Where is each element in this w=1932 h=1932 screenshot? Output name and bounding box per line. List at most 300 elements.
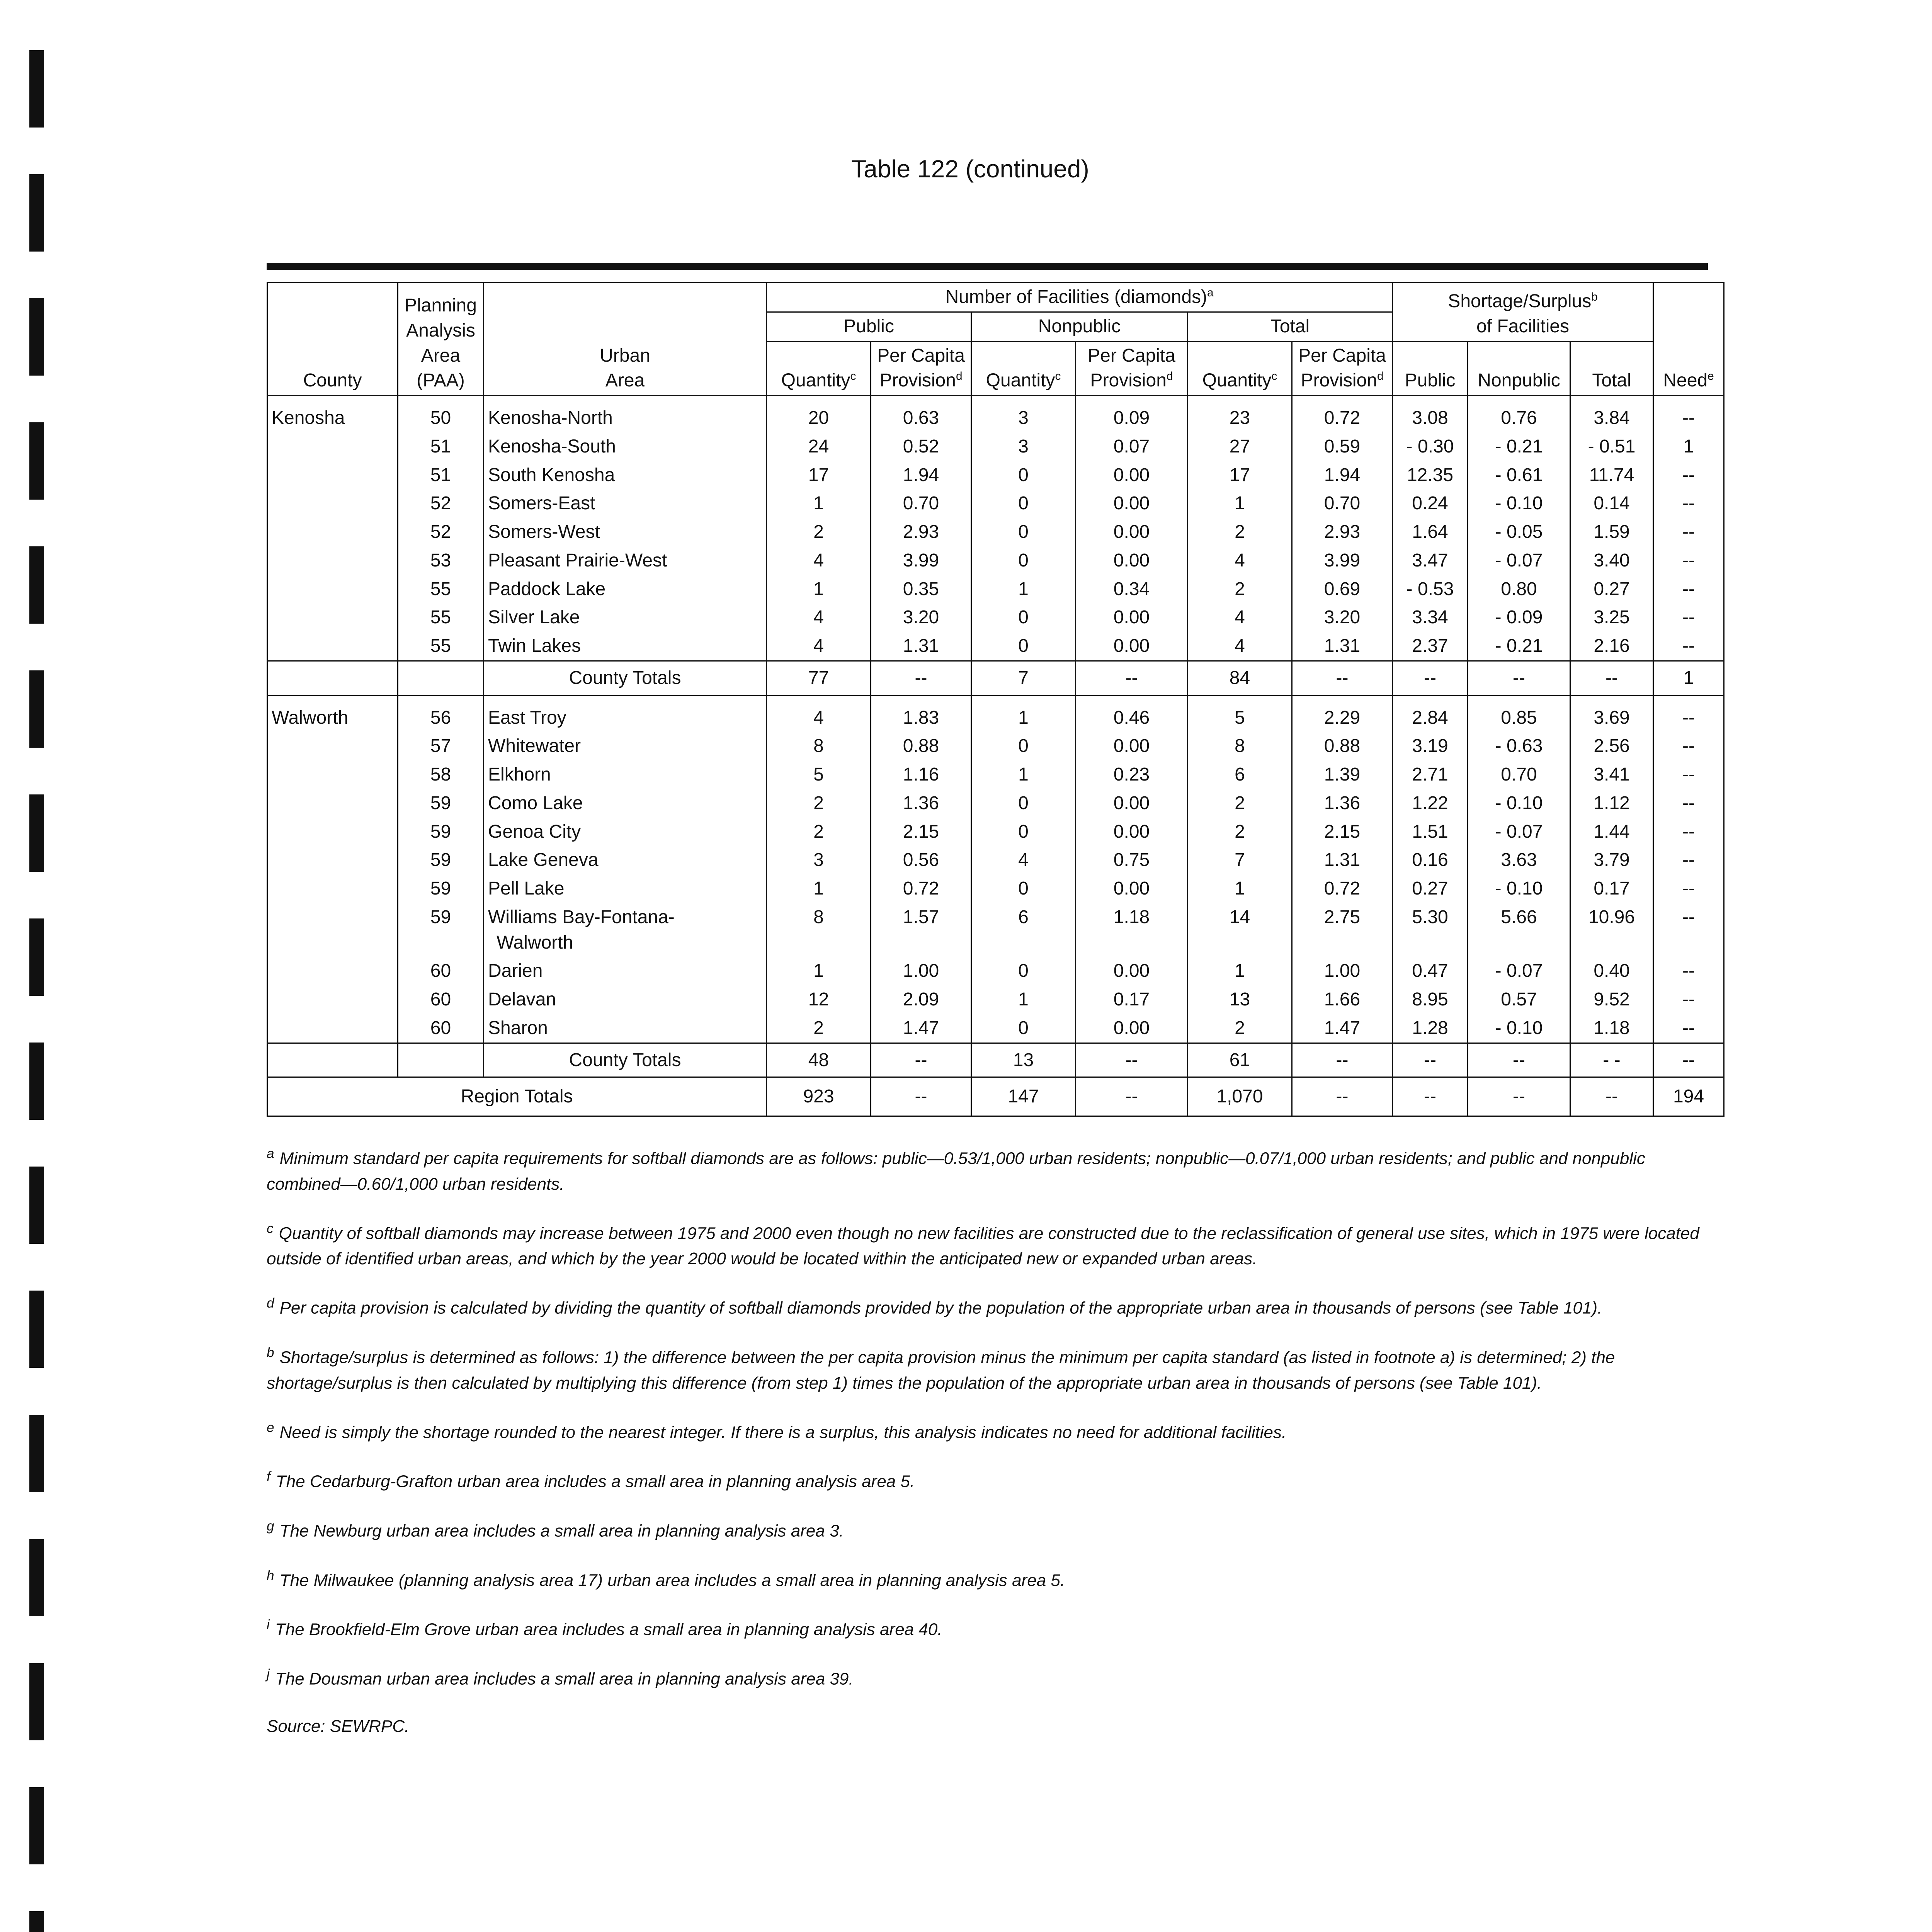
- header-county: County: [267, 283, 398, 396]
- value-cell-st: 3.40: [1570, 546, 1653, 575]
- header-total-per-capita: Per Capita Provision$^d$: [1292, 341, 1393, 396]
- county-totals-label: County Totals: [484, 1043, 767, 1077]
- paa-cell: 57: [398, 732, 484, 760]
- value-cell-nq: 0: [971, 489, 1076, 518]
- value-cell-pq: 8: [767, 732, 871, 760]
- header-total-quantity: Quantity$^c$: [1188, 341, 1292, 396]
- header-need: Need$^e$: [1653, 283, 1724, 396]
- binder-mark: [29, 422, 44, 500]
- footnote-mark: j: [267, 1666, 270, 1682]
- binder-marks: [23, 50, 50, 1932]
- value-cell-nq: 0: [971, 789, 1076, 818]
- footnote-mark: f: [267, 1469, 270, 1485]
- value-cell-np: 0.17: [1076, 985, 1188, 1014]
- value-cell-tp: 1.36: [1292, 789, 1393, 818]
- urban-area-name: Delavan: [488, 989, 556, 1010]
- region-cell-pp: --: [871, 1077, 971, 1116]
- value-cell-pq: 2: [767, 1014, 871, 1043]
- region-cell-pq: 923: [767, 1077, 871, 1116]
- value-cell-tq: 5: [1188, 695, 1292, 732]
- value-cell-need: --: [1653, 903, 1724, 957]
- value-cell-st: - 0.51: [1570, 432, 1653, 461]
- urban-area-cell: [484, 632, 767, 661]
- urban-area-name: Pleasant Prairie-West: [488, 550, 667, 571]
- region-cell-tq: 1,070: [1188, 1077, 1292, 1116]
- table-row: [267, 546, 1724, 575]
- footnote-text: Need is simply the shortage rounded to the nearest integer. If there is a surplus, this analysis indicates no need for additional facilities.: [279, 1423, 1287, 1442]
- value-cell-tp: 3.99: [1292, 546, 1393, 575]
- table-row: [267, 461, 1724, 490]
- table-row: [267, 1014, 1724, 1043]
- value-cell-nq: 0: [971, 546, 1076, 575]
- value-cell-pq: 8: [767, 903, 871, 957]
- urban-area-cell: [484, 874, 767, 903]
- value-cell-st: 1.18: [1570, 1014, 1653, 1043]
- footnote-text: Per capita provision is calculated by dividing the quantity of softball diamonds provided by the population of the appropriate urban area in thousands of persons (see Table 101).: [279, 1298, 1602, 1318]
- value-cell-pq: 1: [767, 957, 871, 985]
- county-cell-empty: [267, 661, 398, 695]
- value-cell-pp: 0.56: [871, 846, 971, 874]
- table-row: [267, 985, 1724, 1014]
- value-cell-sp: 3.34: [1393, 603, 1468, 632]
- value-cell-np: 0.00: [1076, 957, 1188, 985]
- value-cell-np: 0.00: [1076, 789, 1188, 818]
- value-cell-nq: 0: [971, 957, 1076, 985]
- value-cell-need: --: [1653, 695, 1724, 732]
- value-cell-sn: - 0.10: [1468, 874, 1570, 903]
- urban-area-name: Sharon: [488, 1017, 548, 1038]
- total-cell-need: --: [1653, 1043, 1724, 1077]
- value-cell-pp: 1.16: [871, 760, 971, 789]
- value-cell-st: 0.27: [1570, 575, 1653, 604]
- value-cell-tp: 0.88: [1292, 732, 1393, 760]
- value-cell-sp: 1.22: [1393, 789, 1468, 818]
- value-cell-pp: 1.31: [871, 632, 971, 661]
- value-cell-tq: 14: [1188, 903, 1292, 957]
- value-cell-pq: 2: [767, 818, 871, 846]
- urban-area-cell: [484, 985, 767, 1014]
- value-cell-nq: 1: [971, 760, 1076, 789]
- value-cell-sp: 3.08: [1393, 396, 1468, 432]
- region-cell-st: --: [1570, 1077, 1653, 1116]
- value-cell-pq: 17: [767, 461, 871, 490]
- value-cell-pq: 2: [767, 518, 871, 546]
- value-cell-pp: 0.72: [871, 874, 971, 903]
- value-cell-st: 3.25: [1570, 603, 1653, 632]
- value-cell-tq: 1: [1188, 489, 1292, 518]
- footnote-mark: c: [267, 1221, 274, 1236]
- value-cell-np: 1.18: [1076, 903, 1188, 957]
- total-cell-sn: --: [1468, 661, 1570, 695]
- total-cell-st: - -: [1570, 1043, 1653, 1077]
- value-cell-np: 0.00: [1076, 489, 1188, 518]
- value-cell-need: --: [1653, 789, 1724, 818]
- urban-area-cell: [484, 760, 767, 789]
- value-cell-np: 0.75: [1076, 846, 1188, 874]
- table-row: [267, 732, 1724, 760]
- footnotes: [267, 1144, 1708, 1739]
- value-cell-pp: 0.70: [871, 489, 971, 518]
- region-cell-nq: 147: [971, 1077, 1076, 1116]
- region-cell-sp: --: [1393, 1077, 1468, 1116]
- value-cell-need: --: [1653, 518, 1724, 546]
- value-cell-nq: 1: [971, 695, 1076, 732]
- paa-cell: 59: [398, 874, 484, 903]
- value-cell-tq: 27: [1188, 432, 1292, 461]
- value-cell-sp: 0.24: [1393, 489, 1468, 518]
- value-cell-np: 0.34: [1076, 575, 1188, 604]
- paa-cell: 59: [398, 846, 484, 874]
- total-cell-np: --: [1076, 1043, 1188, 1077]
- total-cell-sp: --: [1393, 1043, 1468, 1077]
- value-cell-sp: 1.51: [1393, 818, 1468, 846]
- table-row: [267, 789, 1724, 818]
- value-cell-pp: 3.20: [871, 603, 971, 632]
- footnote-mark: h: [267, 1568, 274, 1583]
- total-cell-nq: 13: [971, 1043, 1076, 1077]
- header-public-per-capita: Per Capita Provision$^d$: [871, 341, 971, 396]
- urban-area-name-cont: Walworth: [497, 932, 573, 953]
- value-cell-tq: 2: [1188, 789, 1292, 818]
- value-cell-sn: - 0.21: [1468, 432, 1570, 461]
- footnote-mark: g: [267, 1518, 274, 1534]
- value-cell-need: --: [1653, 489, 1724, 518]
- county-totals-row: [267, 661, 1724, 695]
- value-cell-need: --: [1653, 396, 1724, 432]
- value-cell-tq: 6: [1188, 760, 1292, 789]
- binder-mark: [29, 670, 44, 748]
- paa-cell: 58: [398, 760, 484, 789]
- urban-area-cell: [484, 603, 767, 632]
- header-nonpublic-per-capita: Per Capita Provision$^d$: [1076, 341, 1188, 396]
- value-cell-nq: 3: [971, 396, 1076, 432]
- urban-area-cell: [484, 957, 767, 985]
- value-cell-tp: 1.47: [1292, 1014, 1393, 1043]
- value-cell-tp: 2.75: [1292, 903, 1393, 957]
- value-cell-need: 1: [1653, 432, 1724, 461]
- urban-area-cell: [484, 546, 767, 575]
- table-row: [267, 603, 1724, 632]
- value-cell-pp: 1.94: [871, 461, 971, 490]
- value-cell-np: 0.00: [1076, 518, 1188, 546]
- urban-area-name: Twin Lakes: [488, 636, 581, 656]
- value-cell-sp: 5.30: [1393, 903, 1468, 957]
- value-cell-pp: 1.47: [871, 1014, 971, 1043]
- urban-area-cell: [484, 695, 767, 732]
- table-row: [267, 432, 1724, 461]
- county-totals-row: [267, 1043, 1724, 1077]
- urban-area-name: Kenosha-North: [488, 408, 613, 429]
- value-cell-st: 10.96: [1570, 903, 1653, 957]
- paa-cell: 51: [398, 461, 484, 490]
- footnote: [267, 1144, 1708, 1197]
- value-cell-need: --: [1653, 546, 1724, 575]
- county-cell: Kenosha: [267, 396, 398, 661]
- binder-mark: [29, 174, 44, 252]
- value-cell-np: 0.07: [1076, 432, 1188, 461]
- value-cell-sn: - 0.63: [1468, 732, 1570, 760]
- region-totals-row: [267, 1077, 1724, 1116]
- footnote-mark: d: [267, 1296, 274, 1311]
- table-row: [267, 396, 1724, 432]
- value-cell-pp: 2.93: [871, 518, 971, 546]
- value-cell-sn: 0.57: [1468, 985, 1570, 1014]
- table-row: [267, 760, 1724, 789]
- header-shortage-total: Total: [1570, 341, 1653, 396]
- value-cell-st: 1.44: [1570, 818, 1653, 846]
- value-cell-tq: 17: [1188, 461, 1292, 490]
- urban-area-cell: [484, 903, 767, 957]
- value-cell-sp: 0.47: [1393, 957, 1468, 985]
- paa-cell: 55: [398, 575, 484, 604]
- value-cell-tq: 23: [1188, 396, 1292, 432]
- value-cell-need: --: [1653, 846, 1724, 874]
- binder-mark: [29, 50, 44, 128]
- value-cell-tp: 0.72: [1292, 874, 1393, 903]
- region-cell-sn: --: [1468, 1077, 1570, 1116]
- value-cell-need: --: [1653, 1014, 1724, 1043]
- value-cell-np: 0.00: [1076, 818, 1188, 846]
- value-cell-pp: 0.88: [871, 732, 971, 760]
- urban-area-cell: [484, 732, 767, 760]
- urban-area-cell: [484, 575, 767, 604]
- county-cell-empty: [267, 1043, 398, 1077]
- page-title: Table 122 (continued): [851, 155, 1089, 183]
- footnote-list: [267, 1144, 1708, 1692]
- value-cell-tp: 2.93: [1292, 518, 1393, 546]
- value-cell-pp: 2.09: [871, 985, 971, 1014]
- header-number-of-facilities: Number of Facilities (diamonds)$^a$: [767, 283, 1393, 312]
- value-cell-tp: 0.69: [1292, 575, 1393, 604]
- value-cell-st: 3.69: [1570, 695, 1653, 732]
- urban-area-cell: [484, 518, 767, 546]
- paa-cell: 56: [398, 695, 484, 732]
- total-cell-sn: --: [1468, 1043, 1570, 1077]
- total-cell-tq: 84: [1188, 661, 1292, 695]
- paa-cell: 55: [398, 632, 484, 661]
- value-cell-need: --: [1653, 575, 1724, 604]
- header-shortage-nonpublic: Nonpublic: [1468, 341, 1570, 396]
- total-cell-st: --: [1570, 661, 1653, 695]
- table-container: [267, 263, 1714, 1117]
- footnote: [267, 1418, 1708, 1446]
- table-row: [267, 518, 1724, 546]
- total-cell-pq: 77: [767, 661, 871, 695]
- value-cell-tq: 2: [1188, 518, 1292, 546]
- value-cell-tp: 2.29: [1292, 695, 1393, 732]
- value-cell-tp: 1.39: [1292, 760, 1393, 789]
- paa-cell: 52: [398, 518, 484, 546]
- value-cell-tq: 4: [1188, 603, 1292, 632]
- value-cell-pp: 1.83: [871, 695, 971, 732]
- urban-area-cell: [484, 461, 767, 490]
- value-cell-st: 0.40: [1570, 957, 1653, 985]
- value-cell-np: 0.23: [1076, 760, 1188, 789]
- value-cell-tp: 1.66: [1292, 985, 1393, 1014]
- value-cell-sp: 0.16: [1393, 846, 1468, 874]
- header-shortage-surplus: Shortage/Surplus$^b$ of Facilities: [1393, 283, 1653, 342]
- urban-area-name: Somers-West: [488, 522, 600, 543]
- value-cell-sp: - 0.30: [1393, 432, 1468, 461]
- binder-mark: [29, 794, 44, 872]
- paa-cell-empty: [398, 1043, 484, 1077]
- urban-area-name: Pell Lake: [488, 878, 565, 899]
- value-cell-need: --: [1653, 461, 1724, 490]
- value-cell-sn: - 0.05: [1468, 518, 1570, 546]
- top-rule: [267, 263, 1708, 270]
- urban-area-name: Somers-East: [488, 493, 595, 514]
- total-cell-sp: --: [1393, 661, 1468, 695]
- value-cell-nq: 0: [971, 632, 1076, 661]
- paa-cell: 59: [398, 903, 484, 957]
- value-cell-sp: 2.84: [1393, 695, 1468, 732]
- footnote: [267, 1219, 1708, 1272]
- value-cell-sn: 0.85: [1468, 695, 1570, 732]
- binder-mark: [29, 918, 44, 996]
- value-cell-sn: - 0.10: [1468, 789, 1570, 818]
- value-cell-tp: 0.70: [1292, 489, 1393, 518]
- value-cell-need: --: [1653, 732, 1724, 760]
- value-cell-pp: 1.57: [871, 903, 971, 957]
- footnote-text: Minimum standard per capita requirements for softball diamonds are as follows: public—0.53/1,000 urban residents; nonpublic—0.07/1,000 urban residents; and public and nonpublic combined—0.60/1,000 urban residents.: [267, 1149, 1645, 1194]
- value-cell-sn: 3.63: [1468, 846, 1570, 874]
- urban-area-name: Silver Lake: [488, 607, 580, 628]
- binder-mark: [29, 1043, 44, 1120]
- value-cell-tq: 4: [1188, 546, 1292, 575]
- urban-area-name: Genoa City: [488, 821, 581, 842]
- footnote: [267, 1664, 1708, 1692]
- value-cell-np: 0.00: [1076, 461, 1188, 490]
- footnote-mark: e: [267, 1420, 274, 1435]
- value-cell-pq: 20: [767, 396, 871, 432]
- value-cell-need: --: [1653, 603, 1724, 632]
- value-cell-sn: - 0.10: [1468, 489, 1570, 518]
- value-cell-np: 0.00: [1076, 874, 1188, 903]
- value-cell-tp: 3.20: [1292, 603, 1393, 632]
- paa-cell: 60: [398, 985, 484, 1014]
- paa-cell: 50: [398, 396, 484, 432]
- value-cell-tp: 1.31: [1292, 632, 1393, 661]
- value-cell-tp: 0.59: [1292, 432, 1393, 461]
- table-row: [267, 695, 1724, 732]
- binder-mark: [29, 546, 44, 624]
- header-public: Public: [767, 312, 971, 341]
- urban-area-cell: [484, 846, 767, 874]
- urban-area-name: Darien: [488, 961, 543, 981]
- value-cell-tq: 4: [1188, 632, 1292, 661]
- county-totals-label: County Totals: [484, 661, 767, 695]
- value-cell-np: 0.46: [1076, 695, 1188, 732]
- paa-cell: 59: [398, 789, 484, 818]
- value-cell-sp: 3.19: [1393, 732, 1468, 760]
- value-cell-np: 0.00: [1076, 603, 1188, 632]
- footnote-mark: b: [267, 1345, 274, 1360]
- value-cell-need: --: [1653, 957, 1724, 985]
- urban-area-name: East Troy: [488, 707, 566, 728]
- paa-cell: 60: [398, 957, 484, 985]
- value-cell-need: --: [1653, 760, 1724, 789]
- value-cell-pq: 24: [767, 432, 871, 461]
- total-cell-pp: --: [871, 1043, 971, 1077]
- value-cell-nq: 0: [971, 874, 1076, 903]
- table-row: [267, 632, 1724, 661]
- footnote-text: The Milwaukee (planning analysis area 17) urban area includes a small area in planning analysis area 5.: [279, 1571, 1065, 1590]
- value-cell-sp: 12.35: [1393, 461, 1468, 490]
- value-cell-nq: 0: [971, 1014, 1076, 1043]
- value-cell-need: --: [1653, 818, 1724, 846]
- footnote-text: The Brookfield-Elm Grove urban area includes a small area in planning analysis area 40.: [275, 1620, 942, 1639]
- header-public-quantity: Quantity$^c$: [767, 341, 871, 396]
- value-cell-need: --: [1653, 632, 1724, 661]
- value-cell-pq: 5: [767, 760, 871, 789]
- value-cell-pq: 4: [767, 603, 871, 632]
- value-cell-sp: 2.71: [1393, 760, 1468, 789]
- region-totals-label: Region Totals: [267, 1077, 767, 1116]
- value-cell-pq: 1: [767, 489, 871, 518]
- value-cell-st: 3.84: [1570, 396, 1653, 432]
- value-cell-sn: 0.76: [1468, 396, 1570, 432]
- value-cell-nq: 4: [971, 846, 1076, 874]
- total-cell-np: --: [1076, 661, 1188, 695]
- value-cell-st: 1.59: [1570, 518, 1653, 546]
- urban-area-cell: [484, 1014, 767, 1043]
- paa-cell: 53: [398, 546, 484, 575]
- value-cell-sn: - 0.10: [1468, 1014, 1570, 1043]
- binder-mark: [29, 1911, 44, 1932]
- value-cell-np: 0.09: [1076, 396, 1188, 432]
- value-cell-tq: 1: [1188, 957, 1292, 985]
- total-cell-pp: --: [871, 661, 971, 695]
- urban-area-name: Whitewater: [488, 736, 581, 757]
- value-cell-pp: 2.15: [871, 818, 971, 846]
- value-cell-np: 0.00: [1076, 632, 1188, 661]
- value-cell-sn: - 0.09: [1468, 603, 1570, 632]
- paa-cell: 55: [398, 603, 484, 632]
- county-cell: Walworth: [267, 695, 398, 1043]
- header-nonpublic-quantity: Quantity$^c$: [971, 341, 1076, 396]
- facilities-table: [267, 282, 1725, 1117]
- value-cell-st: 3.79: [1570, 846, 1653, 874]
- table-row: [267, 957, 1724, 985]
- binder-mark: [29, 298, 44, 376]
- value-cell-tp: 1.00: [1292, 957, 1393, 985]
- footnote: [267, 1343, 1708, 1396]
- value-cell-sp: 1.28: [1393, 1014, 1468, 1043]
- binder-mark: [29, 1663, 44, 1740]
- value-cell-tq: 7: [1188, 846, 1292, 874]
- binder-mark: [29, 1787, 44, 1864]
- footnote-text: The Cedarburg-Grafton urban area includes a small area in planning analysis area 5.: [276, 1472, 915, 1491]
- header-shortage-public: Public: [1393, 341, 1468, 396]
- value-cell-sp: 3.47: [1393, 546, 1468, 575]
- footnote: [267, 1516, 1708, 1544]
- paa-cell: 60: [398, 1014, 484, 1043]
- value-cell-pp: 3.99: [871, 546, 971, 575]
- value-cell-sp: 0.27: [1393, 874, 1468, 903]
- value-cell-nq: 0: [971, 732, 1076, 760]
- value-cell-nq: 1: [971, 985, 1076, 1014]
- value-cell-pp: 0.52: [871, 432, 971, 461]
- value-cell-st: 0.14: [1570, 489, 1653, 518]
- total-cell-tq: 61: [1188, 1043, 1292, 1077]
- value-cell-nq: 0: [971, 603, 1076, 632]
- header-nonpublic: Nonpublic: [971, 312, 1188, 341]
- value-cell-tp: 1.31: [1292, 846, 1393, 874]
- binder-mark: [29, 1539, 44, 1616]
- urban-area-cell: [484, 432, 767, 461]
- value-cell-pq: 1: [767, 874, 871, 903]
- value-cell-sp: - 0.53: [1393, 575, 1468, 604]
